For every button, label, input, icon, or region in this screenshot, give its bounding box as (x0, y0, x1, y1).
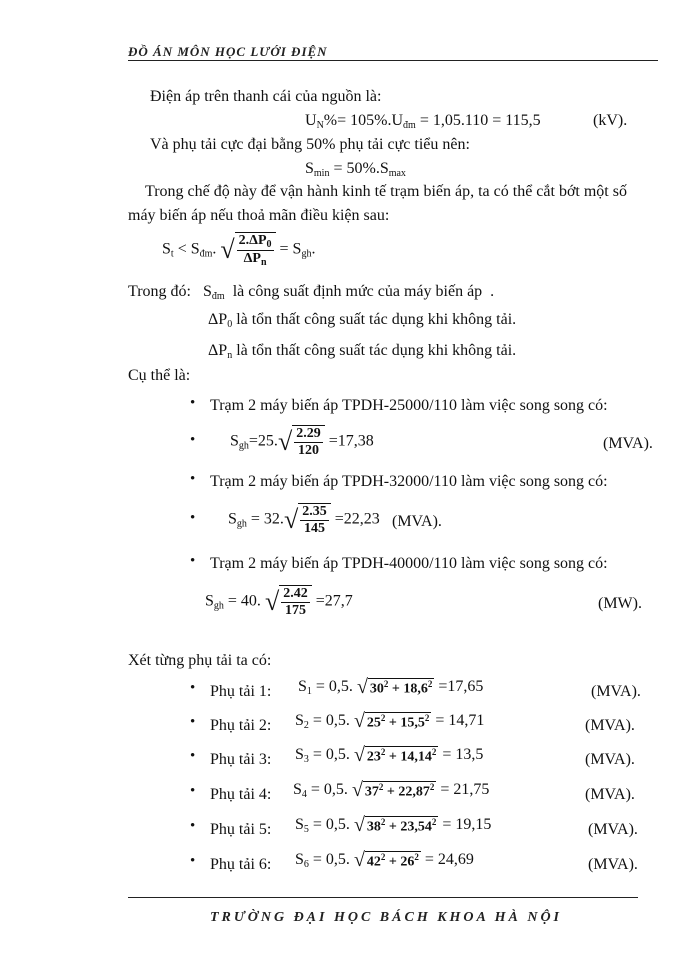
transformer-formula: $S_{gh}=25.√$ $\frac{2.29}{120}$ =17,38 (230, 426, 374, 458)
loads-intro: Xét từng phụ tải ta có: (128, 652, 272, 669)
paragraph-line-1: Trong chế độ này để vận hành kinh tế trạm biến áp, ta có thể cắt bớt một số (145, 183, 627, 200)
transformer-formula: $S_{gh} = 32.√$ $\frac{2.35}{145}$ =22,23 (228, 504, 380, 536)
bullet-icon: • (190, 471, 196, 487)
bullet-icon: • (190, 853, 196, 869)
intro-line-2: Và phụ tải cực đại bằng 50% phụ tải cực tiểu nên: (150, 136, 470, 153)
load-label: Phụ tải 4: (210, 786, 272, 803)
load-label: Phụ tải 6: (210, 856, 272, 873)
where-label: Trong đó: (128, 283, 191, 300)
transformer-unit: (MVA). (392, 513, 442, 530)
paragraph-line-2: máy biến áp nếu thoả mãn điều kiện sau: (128, 207, 390, 224)
bullet-icon: • (190, 432, 196, 448)
where-item-1: $S_{đm}$ là công suất định mức của máy biến áp . (203, 283, 495, 302)
bullet-icon: • (190, 395, 196, 411)
load-unit: (MVA). (585, 786, 635, 803)
load-formula: $S_5 = 0,5$. √ $38^2 + 23,54^2 = 19,15$ (295, 814, 492, 836)
un-formula: $U_N\%= 105\%.U_{đm} = 1,05.110 = 115,5$ (305, 112, 541, 131)
page-header: ĐỒ ÁN MÔN HỌC LƯỚI ĐIỆN (128, 44, 328, 59)
footer-rule (128, 897, 638, 898)
load-formula: $S_3 = 0,5$. √ $23^2 + 14,14^2 = 13,5$ (295, 744, 484, 766)
load-label: Phụ tải 5: (210, 821, 272, 838)
transformer-desc: Trạm 2 máy biến áp TPDH-25000/110 làm việc song song có: (210, 397, 608, 414)
transformer-desc: Trạm 2 máy biến áp TPDH-40000/110 làm việc song song có: (210, 555, 608, 572)
load-formula: $S_2 = 0,5$. √ $25^2 + 15,5^2 = 14,71$ (295, 710, 485, 732)
load-label: Phụ tải 3: (210, 751, 272, 768)
un-unit: (kV). (593, 112, 628, 129)
bullet-icon: • (190, 680, 196, 696)
smin-formula: $S_{min} = 50\%.S_{max}$ (305, 160, 406, 179)
condition-formula: $S_t < S_{đm}$. √ $\frac{2.\Delta P_0}{\Delta P_n}$ = $S_{gh}$. (162, 233, 316, 268)
load-unit: (MVA). (588, 821, 638, 838)
load-formula: $S_1 = 0,5$. √ $30^2 + 18,6^2 =17,65$ (298, 676, 484, 698)
load-unit: (MVA). (585, 751, 635, 768)
load-unit: (MVA). (588, 856, 638, 873)
transformer-desc: Trạm 2 máy biến áp TPDH-32000/110 làm việc song song có: (210, 473, 608, 490)
load-unit: (MVA). (591, 683, 641, 700)
transformer-unit: (MVA). (603, 435, 653, 452)
load-label: Phụ tải 1: (210, 683, 272, 700)
page-footer: TRƯỜNG ĐẠI HỌC BÁCH KHOA HÀ NỘI (210, 910, 563, 925)
specific-label: Cụ thể là: (128, 367, 191, 384)
transformer-unit: (MW). (598, 595, 642, 612)
bullet-icon: • (190, 748, 196, 764)
load-formula: $S_4 = 0,5$. √ $37^2 + 22,87^2 = 21,75$ (293, 779, 490, 801)
load-formula: $S_6 = 0,5$. √ $42^2 + 26^2 = 24,69$ (295, 849, 474, 871)
bullet-icon: • (190, 714, 196, 730)
intro-line-1: Điện áp trên thanh cái của nguồn là: (150, 88, 382, 105)
load-unit: (MVA). (585, 717, 635, 734)
load-label: Phụ tải 2: (210, 717, 272, 734)
where-item-3: $\Delta P_n$ là tổn thất công suất tác dụng khi không tải. (208, 342, 517, 361)
bullet-icon: • (190, 510, 196, 526)
header-rule (128, 60, 658, 61)
bullet-icon: • (190, 783, 196, 799)
bullet-icon: • (190, 818, 196, 834)
where-item-2: $\Delta P_0$ là tổn thất công suất tác dụng khi không tải. (208, 311, 517, 330)
transformer-formula: $S_{gh} = 40$. √ $\frac{2.42}{175}$ =27,7 (205, 586, 353, 618)
bullet-icon: • (190, 553, 196, 569)
